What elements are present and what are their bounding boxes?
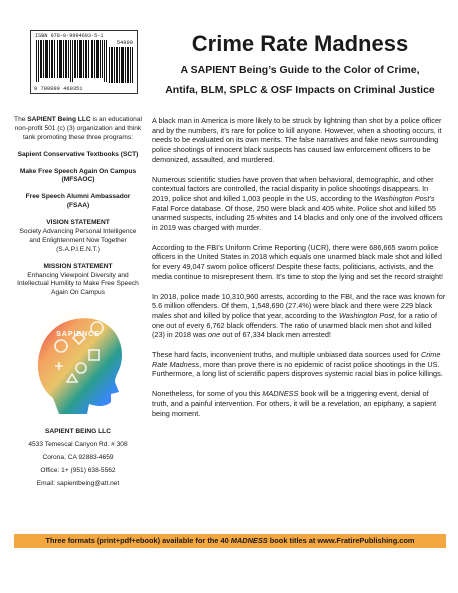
paragraph-4 — [152, 292, 446, 341]
banner-emphasis: MADNESS — [230, 536, 268, 545]
formats-banner[interactable] — [14, 534, 446, 548]
subtitle-line-1: A SAPIENT Being’s Guide to the Color of Crime, — [180, 64, 420, 76]
paragraph-5 — [152, 350, 446, 379]
p5-text-a: These hard facts, inconvenient truths, and multiple unbiased data sources used for — [152, 350, 421, 360]
p4-text-b: , for a ratio of one out of every 6,762 black offenders. The ratio of unarmed black men shot and killed (23) in 2018 was — [152, 310, 438, 340]
p2-text-b: Fatal Force database. Of those, 250 were black and 405 white. Police shot and killed 55 unarmed suspects, including 25 whites and 14 blacks and only one of the involved officers in 2019 was charged with murder. — [152, 203, 443, 233]
paragraph-3: According to the FBI’s Uniform Crime Reporting (UCR), there were 686,665 sworn police officers in the United States in 2018 which equals one unarmed black male shot and killed for every 49,047 sworn police officers! Despite these facts, politicians, activists, and the media continue to misrepresent them. It’s time to stop the lying and set the record straight! — [152, 242, 444, 281]
mission-heading: MISSION STATEMENT — [43, 262, 113, 270]
paragraph-2 — [152, 175, 446, 233]
paragraph-1: A black man in America is more likely to be struck by lightning than shot by a police officer and by the numbers, it’s rare for police to kill anyone. However, when a shooting occurs, it needs to be evaluated on its own merits. The false narratives and fake news surrounding police shootings of innocent black suspects has caused law enforcement officers to be demonized, assaulted, and murdered. — [152, 116, 442, 164]
program-sct: Sapient Conservative Textbooks (SCT) — [17, 150, 139, 158]
p4-emphasis-2: one — [207, 330, 221, 340]
subtitle-line-2: Antifa, BLM, SPLC & OSF Impacts on Criminal Justice — [165, 84, 435, 96]
email-address[interactable]: Email: sapientbeing@att.net — [36, 479, 120, 487]
p4-text-c: out of 67,334 black men arrested! — [220, 330, 331, 340]
banner-text-2: book titles at www.FratirePublishing.com — [267, 536, 415, 545]
p5-emphasis: Crime Rate Madness — [152, 350, 441, 369]
banner-text-1: Three formats (print+pdf+ebook) available for the 40 — [45, 536, 231, 545]
brain-head-icon — [23, 306, 133, 418]
sidebar-intro — [14, 116, 142, 143]
p2-text-a: Numerous scientific studies have proven that when behavioral, demographic, and other contextual factors are controlled, the racial disparity in police shootings disappears. In 2019, police shot and killed 1,003 people in the US, according to the — [152, 174, 434, 203]
p4-emphasis-1: Washington Post — [339, 310, 395, 320]
p6-text-b: book will be a triggering event, denial of truth, and a painful intervention. For others, it will be a revelation, an epiphany, a sapient being moment. — [152, 389, 437, 418]
p4-text-a: In 2018, police made 10,310,960 arrests, according to the FBI, and the race was known for 5.6 million offenders. Of them, 1,548,690 (27.4%) were black and there were 229 black males shot and killed by police that year, according to the — [152, 291, 446, 320]
company-name: SAPIENT BEING LLC — [45, 428, 111, 436]
main-text — [152, 116, 446, 428]
program-mfsaoc: Make Free Speech Again On Campus (MFSAOC) — [19, 167, 137, 184]
vision-statement — [14, 219, 142, 255]
p6-emphasis: MADNESS — [262, 389, 299, 399]
isbn-barcode — [30, 30, 138, 94]
price-barcode-bars — [109, 47, 133, 83]
page-subtitle — [150, 60, 450, 100]
page-title: Crime Rate Madness — [191, 31, 409, 56]
paragraph-6 — [152, 389, 446, 418]
office-phone: Office: 1+ (951) 638-5562 — [40, 466, 116, 474]
contact-address — [14, 428, 142, 488]
mission-statement — [14, 263, 142, 299]
program-fsaa: Free Speech Alumni Ambassador (FSAA) — [25, 193, 131, 210]
p6-text-a: Nonetheless, for some of you this — [152, 389, 263, 399]
mission-text: Enhancing Viewpoint Diversity and Intellectual Humility to Make Free Speech Again On Campus — [17, 271, 139, 297]
barcode-digits: 9 780999 460351 — [34, 86, 83, 92]
isbn-number: ISBN 978-0-9994603-5-1 — [35, 33, 104, 39]
intro-org-name: SAPIENT Being LLC — [27, 116, 91, 123]
sidebar — [14, 116, 142, 530]
vision-text: Society Advancing Personal Intelligence and Enlightenment Now Together (S.A.P.I.E.N.T.) — [19, 228, 137, 253]
p2-emphasis: Washington Post’s — [374, 193, 435, 203]
logo-word: SAPIENCE — [56, 331, 100, 339]
city-state-zip: Corona, CA 92883-4659 — [42, 454, 114, 462]
p5-text-b: , more than prove there is no epidemic of racist police shootings in the US. Furthermore, a long list of scientific papers disproves systemic racial bias in police killings. — [152, 359, 443, 379]
intro-text-post: is an educational non-profit 501 (c) (3) organization and think tank promoting these three programs: — [14, 116, 142, 141]
intro-text-pre: The — [14, 116, 28, 123]
sapience-brain-logo — [23, 306, 133, 418]
barcode-bars — [36, 40, 108, 82]
vision-heading: VISION STATEMENT — [46, 219, 110, 227]
price-code: 54999 — [116, 40, 133, 46]
street-address: 4533 Temescal Canyon Rd. # 308 — [28, 441, 128, 449]
